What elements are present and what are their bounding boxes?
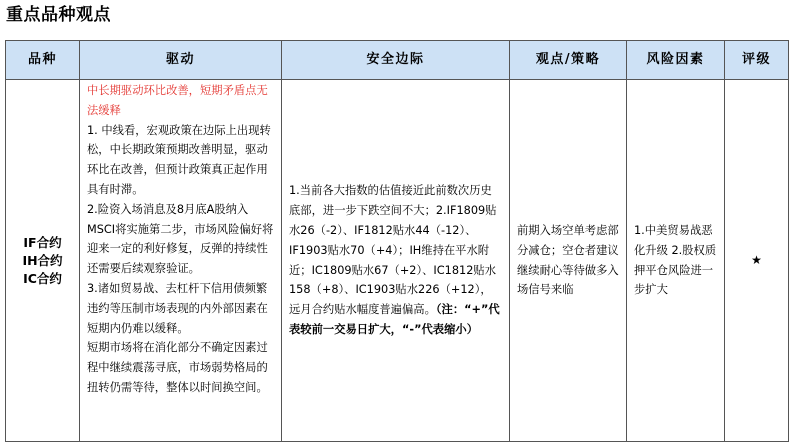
header-rating: 评级 (725, 41, 789, 80)
view-strategy-cell: 前期入场空单考虑部分减仓；空仓者建议继续耐心等待做多入场信号来临 (510, 80, 627, 442)
rating-cell (725, 80, 789, 442)
drive-headline: 中长期驱动环比改善，短期矛盾点无法缓释 (87, 84, 268, 117)
drive-paragraph: 短期市场将在消化部分不确定因素过程中继续震荡寻底，市场弱势格局的扭转仍需等待，整体以时间换空间。 (87, 341, 268, 394)
header-variety: 品种 (6, 41, 80, 80)
variety-cell (6, 80, 80, 442)
variety-ih: IH合约 (22, 252, 63, 268)
drive-paragraph: 3.诸如贸易战、去杠杆下信用债频繁违约等压制市场表现的内外部因素在短期内仍难以缓释。 (87, 281, 268, 335)
risk-factors-cell: 1.中美贸易战恶化升级 2.股权质押平仓风险进一步扩大 (627, 80, 725, 442)
header-risk-factors: 风险因素 (627, 41, 725, 80)
page-title: 重点品种观点 (6, 5, 111, 25)
drive-cell (80, 80, 282, 442)
variety-ic: IC合约 (23, 270, 62, 286)
key-varieties-table (5, 40, 789, 442)
drive-paragraph: 2.险资入场消息及8月底A股纳入MSCI将实施第二步，市场风险偏好将迎来一定的利好修复，反弹的持续性还需要后续观察验证。 (87, 202, 274, 276)
header-drive: 驱动 (80, 41, 282, 80)
star-icon: ★ (751, 252, 762, 267)
safety-margin-text: 1.当前各大指数的估值接近此前数次历史底部，进一步下跌空间不大；2.IF1809贴水26（-2）、IF1812贴水44（-12）、IF1903贴水70（+4）；IH维持在平水附近；IC1809贴水67（+2）、IC1812贴水158（+8）、IC1903贴水226（+12），远月合约贴水幅度普遍偏高。 (289, 184, 497, 317)
safety-margin-note: （注：“+”代表较前一交易日扩大，“-”代表缩小） (289, 303, 500, 336)
drive-paragraph: 1. 中线看，宏观政策在边际上出现转松，中长期政策预期改善明显，驱动环比在改善，但预计政策真正起作用具有时滞。 (87, 123, 271, 196)
table-header-row (6, 41, 789, 80)
variety-if: IF合约 (23, 234, 62, 250)
safety-margin-cell (282, 80, 510, 442)
header-view-strategy: 观点/策略 (510, 41, 627, 80)
header-safety-margin: 安全边际 (282, 41, 510, 80)
table-row (6, 80, 789, 442)
